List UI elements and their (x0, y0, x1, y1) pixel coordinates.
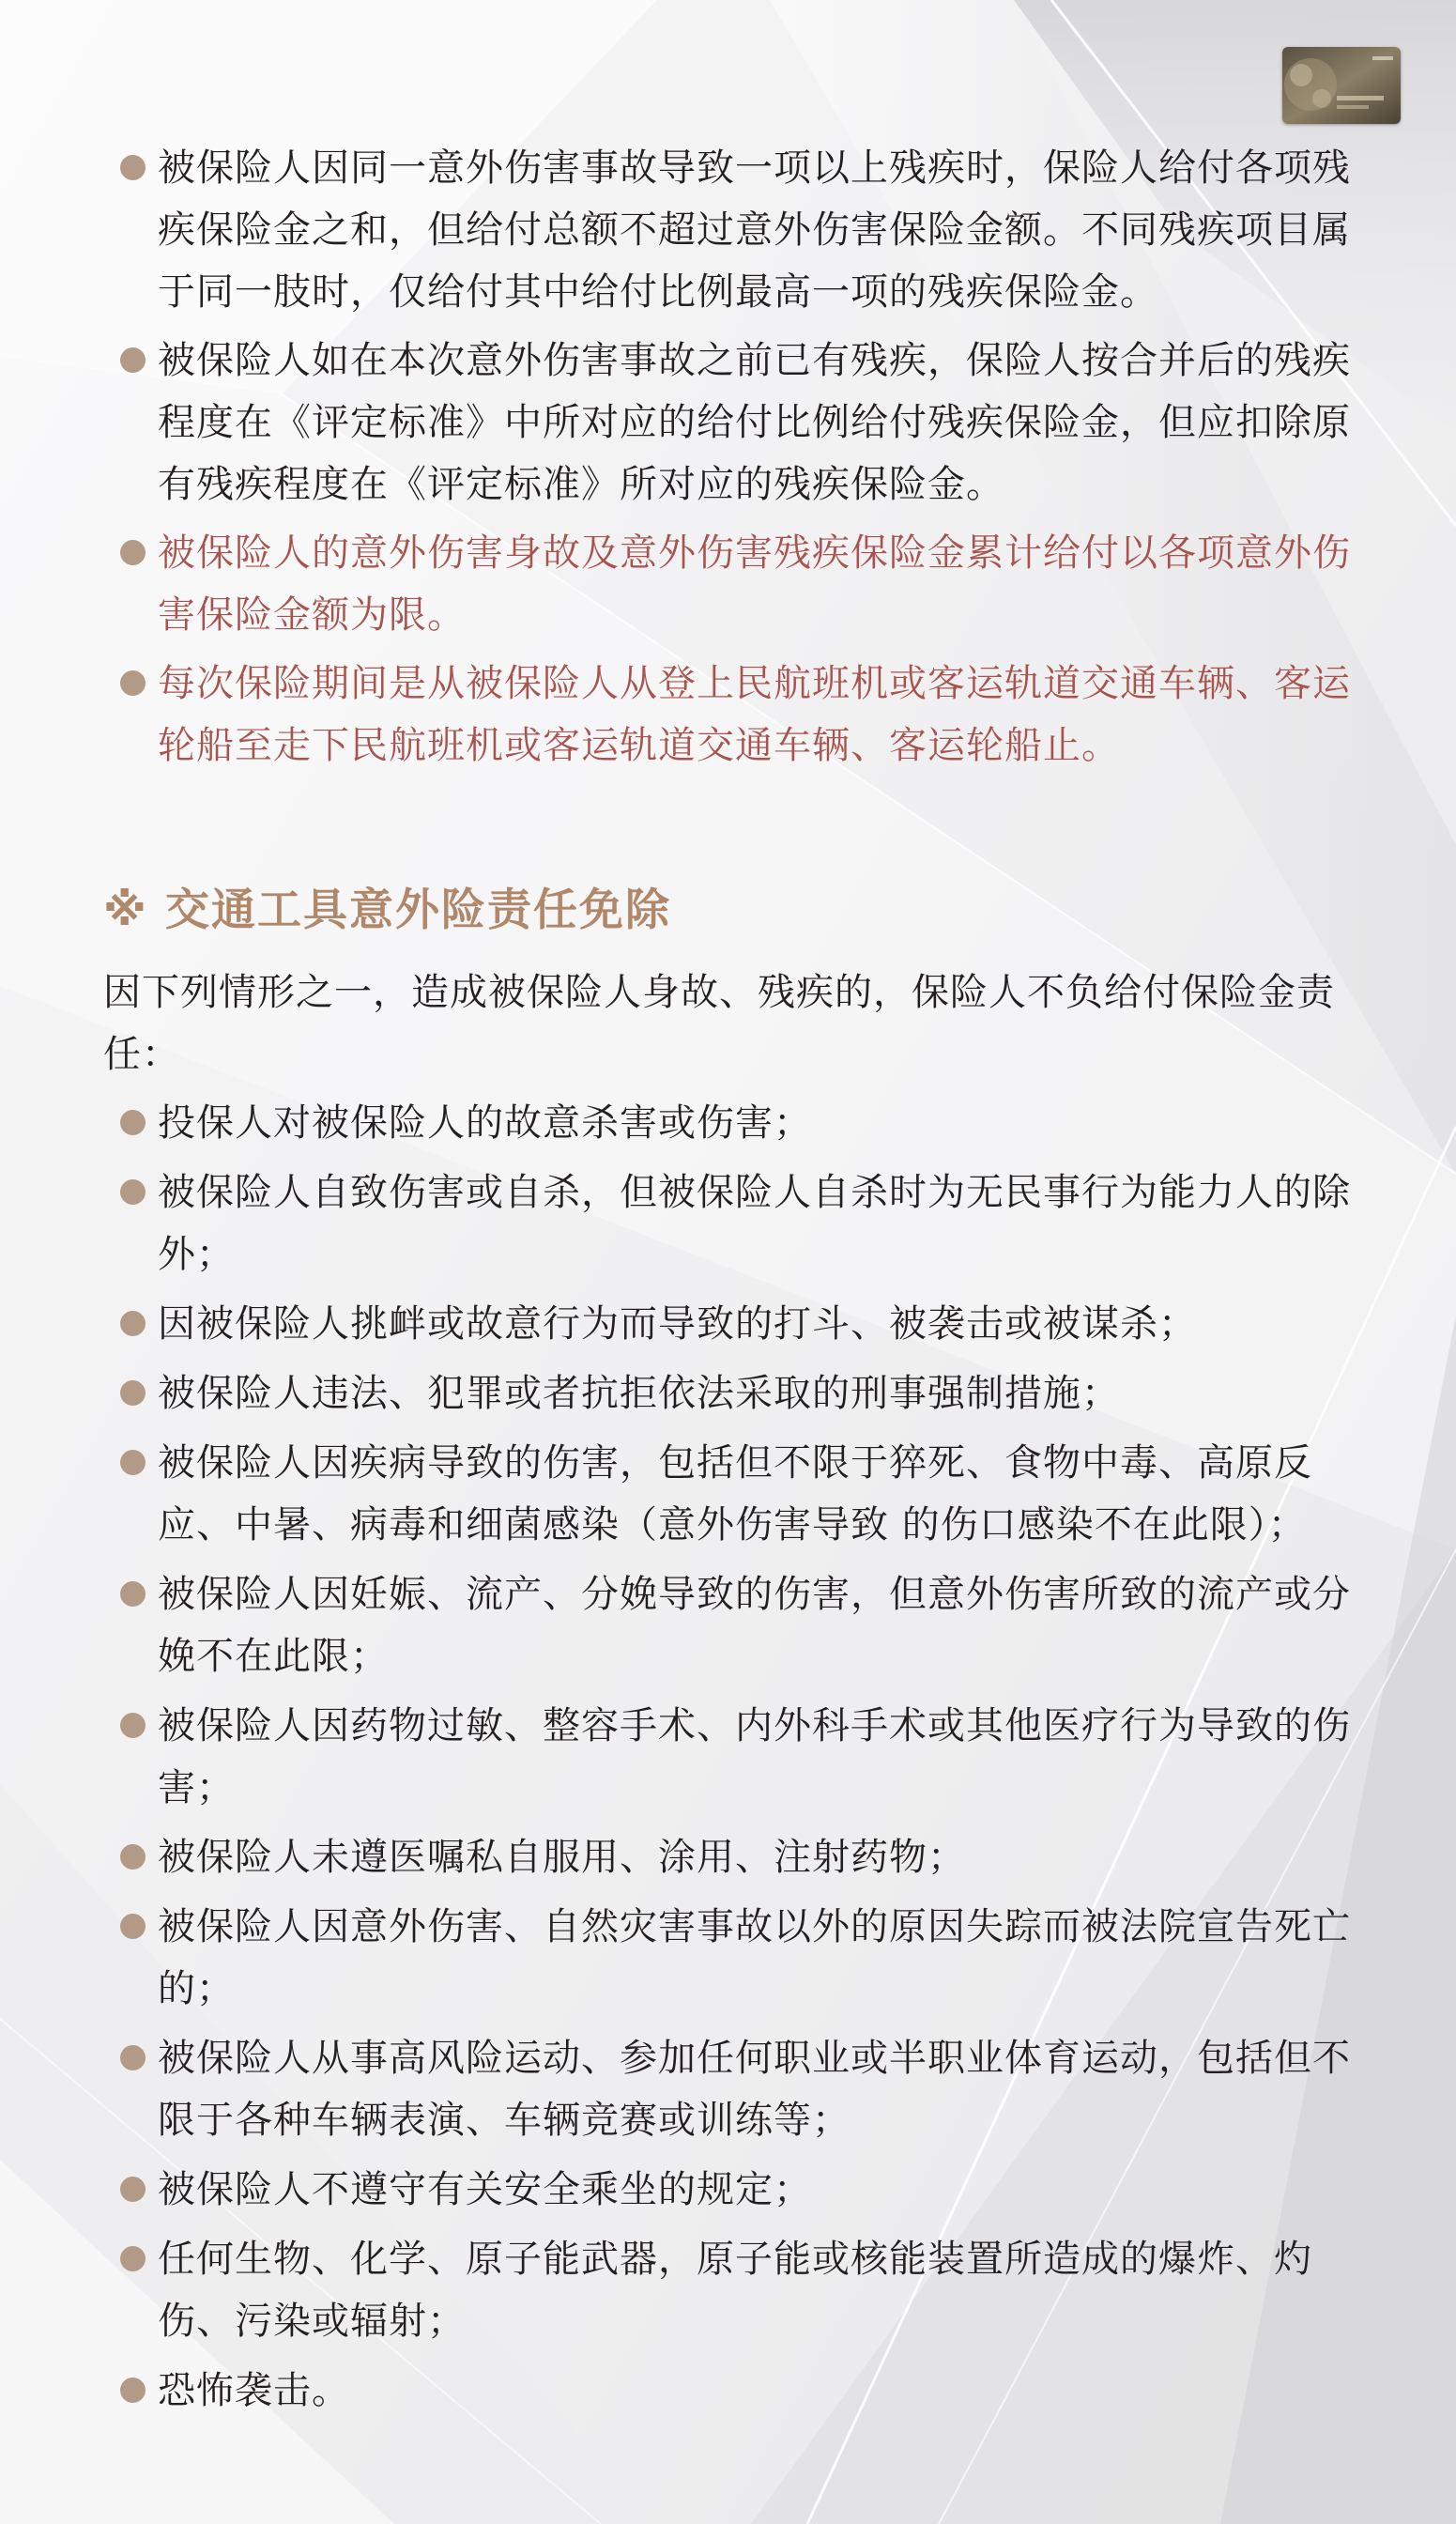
benefit-terms-list (0, 137, 1456, 783)
list-item-highlighted: 每次保险期间是从被保险人从登上民航班机或客运轨道交通车辆、客运轮船至走下民航班机或客运轨道交通车辆、客运轮船止。 (0, 653, 1456, 777)
list-item: 被保险人因意外伤害、自然灾害事故以外的原因失踪而被法院宣告死亡的； (0, 1896, 1456, 2020)
list-item: 因被保险人挑衅或故意行为而导致的打斗、被袭击或被谋杀； (0, 1293, 1456, 1355)
exclusions-list (0, 1092, 1456, 2429)
list-item: 任何生物、化学、原子能武器，原子能或核能装置所造成的爆炸、灼伤、污染或辐射； (0, 2228, 1456, 2352)
list-item-highlighted: 被保险人的意外伤害身故及意外伤害残疾保险金累计给付以各项意外伤害保险金额为限。 (0, 522, 1456, 646)
list-item: 被保险人未遵医嘱私自服用、涂用、注射药物； (0, 1826, 1456, 1888)
list-item: 被保险人因药物过敏、整容手术、内外科手术或其他医疗行为导致的伤害； (0, 1695, 1456, 1819)
list-item: 被保险人自致伤害或自杀，但被保险人自杀时为无民事行为能力人的除外； (0, 1162, 1456, 1285)
list-item: 投保人对被保险人的故意杀害或伤害； (0, 1092, 1456, 1154)
list-item: 被保险人不遵守有关安全乘坐的规定； (0, 2159, 1456, 2221)
list-item: 被保险人违法、犯罪或者抗拒依法采取的刑事强制措施； (0, 1362, 1456, 1424)
section-intro: 因下列情形之一，造成被保险人身故、残疾的，保险人不负给付保险金责任： (103, 971, 1335, 1076)
list-item: 被保险人因疾病导致的伤害，包括但不限于猝死、食物中毒、高原反应、中暑、病毒和细菌感染（意外伤害导致 的伤口感染不在此限）； (0, 1432, 1456, 1556)
list-item: 被保险人因妊娠、流产、分娩导致的伤害，但意外伤害所致的流产或分娩不在此限； (0, 1563, 1456, 1687)
list-item: 恐怖袭击。 (0, 2360, 1456, 2422)
list-item: 被保险人如在本次意外伤害事故之前已有残疾，保险人按合并后的残疾程度在《评定标准》中所对应的给付比例给付残疾保险金，但应扣除原有残疾程度在《评定标准》所对应的残疾保险金。 (0, 330, 1456, 516)
card-thumbnail (1282, 47, 1401, 124)
section-title: ※ 交通工具意外险责任免除 (103, 885, 672, 936)
list-item: 被保险人从事高风险运动、参加任何职业或半职业体育运动，包括但不限于各种车辆表演、车辆竞赛或训练等； (0, 2027, 1456, 2151)
list-item: 被保险人因同一意外伤害事故导致一项以上残疾时，保险人给付各项残疾保险金之和，但给付总额不超过意外伤害保险金额。不同残疾项目属于同一肢时，仅给付其中给付比例最高一项的残疾保险金。 (0, 137, 1456, 323)
